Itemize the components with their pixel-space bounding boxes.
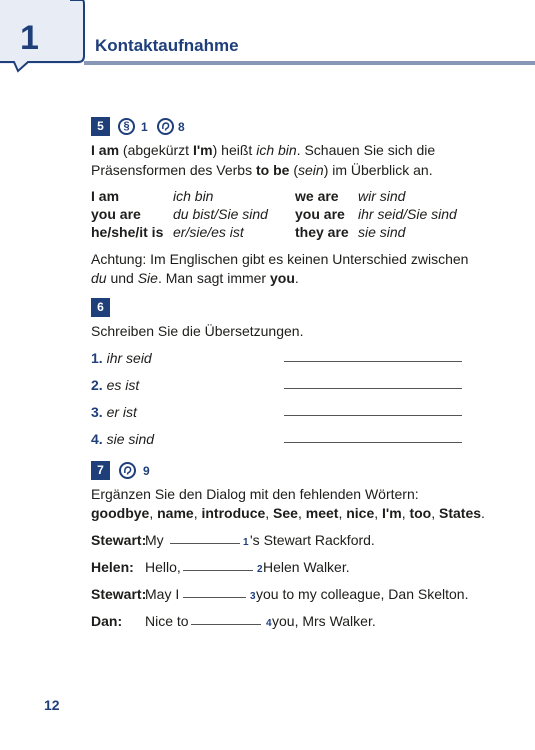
answer-line-4[interactable]: [284, 442, 462, 443]
table-row: you are du bist/Sie sind you are ihr seid/Sie sind: [91, 206, 457, 222]
dialog-gap-4[interactable]: [191, 624, 261, 625]
ex7-instruction: Ergänzen Sie den Dialog mit den fehlenden Wörtern:: [91, 486, 419, 502]
conjugation-table: [91, 186, 491, 246]
list-item: 1. ihr seid: [91, 350, 152, 366]
dialog-gap-1[interactable]: [170, 543, 240, 544]
grammar-ref-number: 1: [141, 120, 148, 134]
dialog-gap-3[interactable]: [183, 597, 246, 598]
audio-ear-icon: [119, 462, 136, 479]
ex5-note-line2: du und Sie. Man sagt immer you.: [91, 270, 299, 286]
page-number: 12: [44, 697, 60, 713]
word-bank: goodbye, name, introduce, See, meet, nice, I'm, too, States.: [91, 505, 485, 521]
dialog-line: Stewart: My 1 's Stewart Rackford.: [91, 532, 375, 548]
dialog-line: Dan: Nice to 4 you, Mrs Walker.: [91, 613, 376, 629]
speaker-name: Stewart:: [91, 586, 147, 602]
ex5-note-line1: Achtung: Im Englischen gibt es keinen Unterschied zwischen: [91, 251, 469, 267]
audio-track-number: 9: [143, 464, 150, 478]
audio-track-number: 8: [178, 120, 185, 134]
exercise-6-badge: 6: [91, 298, 110, 317]
exercise-5-badge: 5: [91, 117, 110, 136]
speaker-name: Stewart:: [91, 532, 147, 548]
exercise-7-badge: 7: [91, 461, 110, 480]
speaker-name: Helen:: [91, 559, 134, 575]
answer-line-2[interactable]: [284, 388, 462, 389]
answer-line-1[interactable]: [284, 361, 462, 362]
ex5-intro-line2: Präsensformen des Verbs to be (sein) im Überblick an.: [91, 162, 433, 178]
dialog-gap-2[interactable]: [183, 570, 253, 571]
dialog-line: Helen: Hello, 2 Helen Walker.: [91, 559, 350, 575]
ex5-intro-line1: I am (abgekürzt I'm) heißt ich bin. Schauen Sie sich die: [91, 142, 436, 158]
table-row: he/she/it is er/sie/es ist they are sie sind: [91, 224, 406, 240]
table-row: I am ich bin we are wir sind: [91, 188, 406, 204]
ex6-instruction: Schreiben Sie die Übersetzungen.: [91, 323, 304, 339]
page-title: Kontaktaufnahme: [95, 36, 239, 55]
chapter-tab-shape: [0, 0, 100, 80]
list-item: 4. sie sind: [91, 431, 155, 447]
audio-ear-icon: [157, 118, 174, 135]
header-rule: [84, 61, 535, 65]
chapter-number: 1: [20, 19, 39, 57]
speaker-name: Dan:: [91, 613, 123, 629]
answer-line-3[interactable]: [284, 415, 462, 416]
chapter-tab: [0, 0, 100, 80]
paragraph-icon: §: [118, 118, 135, 135]
dialog-line: Stewart: May I 3 you to my colleague, Dan Skelton.: [91, 586, 469, 602]
list-item: 2. es ist: [91, 377, 140, 393]
list-item: 3. er ist: [91, 404, 137, 420]
